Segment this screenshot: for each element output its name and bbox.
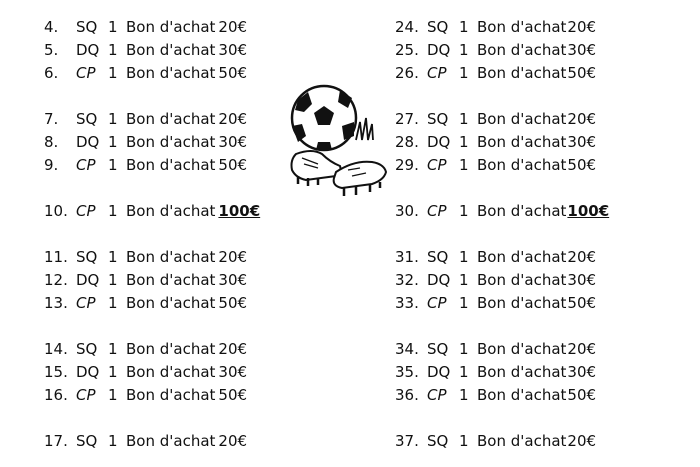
prize-amount: 50€ [567,64,597,82]
prize-row [44,430,260,453]
prize-row [395,39,609,62]
prize-amount: 50€ [218,294,248,312]
prize-amount: 30€ [218,363,248,381]
prize-number: 10. [44,202,68,220]
prize-quantity: 1 [459,386,469,404]
prize-code: SQ [76,18,98,36]
prize-row [395,16,609,39]
prize-number: 27. [395,110,419,128]
prize-amount: 50€ [567,294,597,312]
prize-number: 11. [44,248,68,266]
prize-description: Bon d'achat [126,110,216,128]
prize-code: DQ [76,271,100,289]
prize-amount: 20€ [567,18,597,36]
prize-quantity: 1 [108,156,118,174]
prize-code: DQ [76,41,100,59]
prize-row [395,384,609,407]
prize-quantity: 1 [108,271,118,289]
prize-code: SQ [76,110,98,128]
prize-description: Bon d'achat [126,340,216,358]
prize-code: CP [427,64,447,82]
prize-quantity: 1 [108,386,118,404]
prize-description: Bon d'achat [126,41,216,59]
prize-quantity: 1 [459,248,469,266]
prize-description: Bon d'achat [477,432,567,450]
prize-quantity: 1 [108,41,118,59]
prize-row [44,338,260,361]
prize-amount: 20€ [567,110,597,128]
prize-number: 12. [44,271,68,289]
prize-quantity: 1 [108,133,118,151]
prize-number: 8. [44,133,59,151]
prize-amount: 20€ [218,248,248,266]
prize-description: Bon d'achat [477,18,567,36]
prize-description: Bon d'achat [126,386,216,404]
prize-quantity: 1 [108,110,118,128]
prize-amount: 20€ [218,18,248,36]
prize-code: CP [76,64,96,82]
prize-row [44,154,260,177]
prize-amount: 100€ [218,202,261,220]
prize-code: DQ [76,133,100,151]
prize-description: Bon d'achat [126,133,216,151]
prize-number: 32. [395,271,419,289]
prize-description: Bon d'achat [126,294,216,312]
prize-group [395,108,609,177]
prize-row [395,131,609,154]
prize-row [44,62,260,85]
prize-quantity: 1 [108,432,118,450]
prize-row [395,246,609,269]
prize-amount: 50€ [218,156,248,174]
prize-description: Bon d'achat [477,110,567,128]
prize-group [44,108,260,177]
prize-row [395,200,609,223]
prize-quantity: 1 [108,340,118,358]
prize-group [44,200,260,223]
prize-description: Bon d'achat [477,386,567,404]
prize-row [395,338,609,361]
prize-row [395,430,609,453]
prize-list-right-column [395,16,609,467]
prize-description: Bon d'achat [477,340,567,358]
prize-quantity: 1 [108,363,118,381]
prize-amount: 30€ [218,41,248,59]
prize-code: DQ [427,133,451,151]
prize-description: Bon d'achat [477,271,567,289]
prize-number: 30. [395,202,419,220]
prize-code: SQ [427,110,449,128]
prize-number: 31. [395,248,419,266]
prize-group [395,200,609,223]
prize-number: 4. [44,18,59,36]
prize-row [395,361,609,384]
prize-description: Bon d'achat [477,294,567,312]
prize-group [44,246,260,315]
prize-code: CP [76,156,96,174]
prize-number: 13. [44,294,68,312]
prize-description: Bon d'achat [477,363,567,381]
prize-amount: 20€ [567,340,597,358]
prize-row [395,154,609,177]
prize-code: SQ [427,248,449,266]
prize-row [44,269,260,292]
prize-amount: 30€ [567,271,597,289]
prize-row [395,108,609,131]
prize-code: DQ [427,363,451,381]
prize-group [395,16,609,85]
prize-quantity: 1 [459,110,469,128]
grass-tuft [356,118,373,140]
prize-description: Bon d'achat [477,41,567,59]
prize-group [44,430,260,450]
prize-quantity: 1 [459,64,469,82]
prize-number: 34. [395,340,419,358]
prize-description: Bon d'achat [126,271,216,289]
prize-group [44,338,260,407]
prize-code: DQ [427,271,451,289]
prize-amount: 50€ [218,64,248,82]
prize-description: Bon d'achat [477,156,567,174]
prize-description: Bon d'achat [126,156,216,174]
prize-code: SQ [427,18,449,36]
prize-number: 6. [44,64,59,82]
prize-number: 28. [395,133,419,151]
prize-amount: 50€ [567,156,597,174]
prize-quantity: 1 [459,294,469,312]
prize-code: CP [76,294,96,312]
prize-row [44,200,260,223]
prize-code: DQ [76,363,100,381]
prize-amount: 30€ [567,363,597,381]
prize-description: Bon d'achat [126,18,216,36]
prize-group [395,338,609,407]
prize-amount: 20€ [218,110,248,128]
prize-code: CP [427,202,447,220]
prize-description: Bon d'achat [126,202,216,220]
prize-description: Bon d'achat [126,432,216,450]
prize-amount: 20€ [567,432,597,450]
prize-quantity: 1 [459,156,469,174]
prize-quantity: 1 [459,202,469,220]
prize-number: 37. [395,432,419,450]
prize-amount: 30€ [218,133,248,151]
prize-row [44,16,260,39]
prize-number: 33. [395,294,419,312]
prize-quantity: 1 [459,41,469,59]
prize-number: 17. [44,432,68,450]
prize-description: Bon d'achat [477,248,567,266]
prize-code: DQ [427,41,451,59]
prize-code: SQ [76,432,98,450]
prize-quantity: 1 [108,18,118,36]
prize-description: Bon d'achat [126,248,216,266]
prize-list-left-column [44,16,260,467]
prize-amount: 50€ [218,386,248,404]
prize-row [44,292,260,315]
ball-bottom-patch [316,142,332,150]
prize-amount: 30€ [218,271,248,289]
left-cleat [292,151,341,180]
prize-code: SQ [427,432,449,450]
prize-code: SQ [76,248,98,266]
prize-description: Bon d'achat [126,64,216,82]
prize-code: SQ [76,340,98,358]
prize-number: 14. [44,340,68,358]
prize-quantity: 1 [108,202,118,220]
prize-code: CP [427,156,447,174]
prize-number: 26. [395,64,419,82]
prize-quantity: 1 [459,363,469,381]
prize-row [44,108,260,131]
prize-group [395,246,609,315]
prize-amount: 100€ [567,202,610,220]
prize-description: Bon d'achat [477,133,567,151]
prize-row [395,62,609,85]
prize-number: 36. [395,386,419,404]
prize-code: CP [76,386,96,404]
prize-quantity: 1 [459,133,469,151]
prize-number: 24. [395,18,419,36]
prize-row [44,384,260,407]
prize-code: CP [76,202,96,220]
prize-code: CP [427,294,447,312]
prize-amount: 20€ [218,432,248,450]
prize-quantity: 1 [108,248,118,266]
prize-description: Bon d'achat [126,363,216,381]
prize-amount: 30€ [567,133,597,151]
prize-number: 29. [395,156,419,174]
prize-number: 35. [395,363,419,381]
prize-row [395,269,609,292]
prize-row [44,131,260,154]
prize-row [44,246,260,269]
prize-group [44,16,260,85]
prize-row [44,361,260,384]
soccer-illustration-svg [282,80,392,210]
prize-quantity: 1 [108,294,118,312]
prize-group [395,430,609,450]
prize-quantity: 1 [108,64,118,82]
prize-quantity: 1 [459,18,469,36]
prize-quantity: 1 [459,271,469,289]
prize-number: 5. [44,41,59,59]
prize-amount: 20€ [567,248,597,266]
prize-row [395,292,609,315]
prize-quantity: 1 [459,432,469,450]
prize-amount: 50€ [567,386,597,404]
prize-number: 25. [395,41,419,59]
soccer-ball-and-cleats-icon [282,80,392,210]
prize-number: 16. [44,386,68,404]
prize-description: Bon d'achat [477,64,567,82]
prize-quantity: 1 [459,340,469,358]
prize-amount: 20€ [218,340,248,358]
prize-number: 9. [44,156,59,174]
prize-number: 7. [44,110,59,128]
prize-row [44,39,260,62]
prize-number: 15. [44,363,68,381]
prize-description: Bon d'achat [477,202,567,220]
prize-amount: 30€ [567,41,597,59]
prize-code: CP [427,386,447,404]
prize-code: SQ [427,340,449,358]
